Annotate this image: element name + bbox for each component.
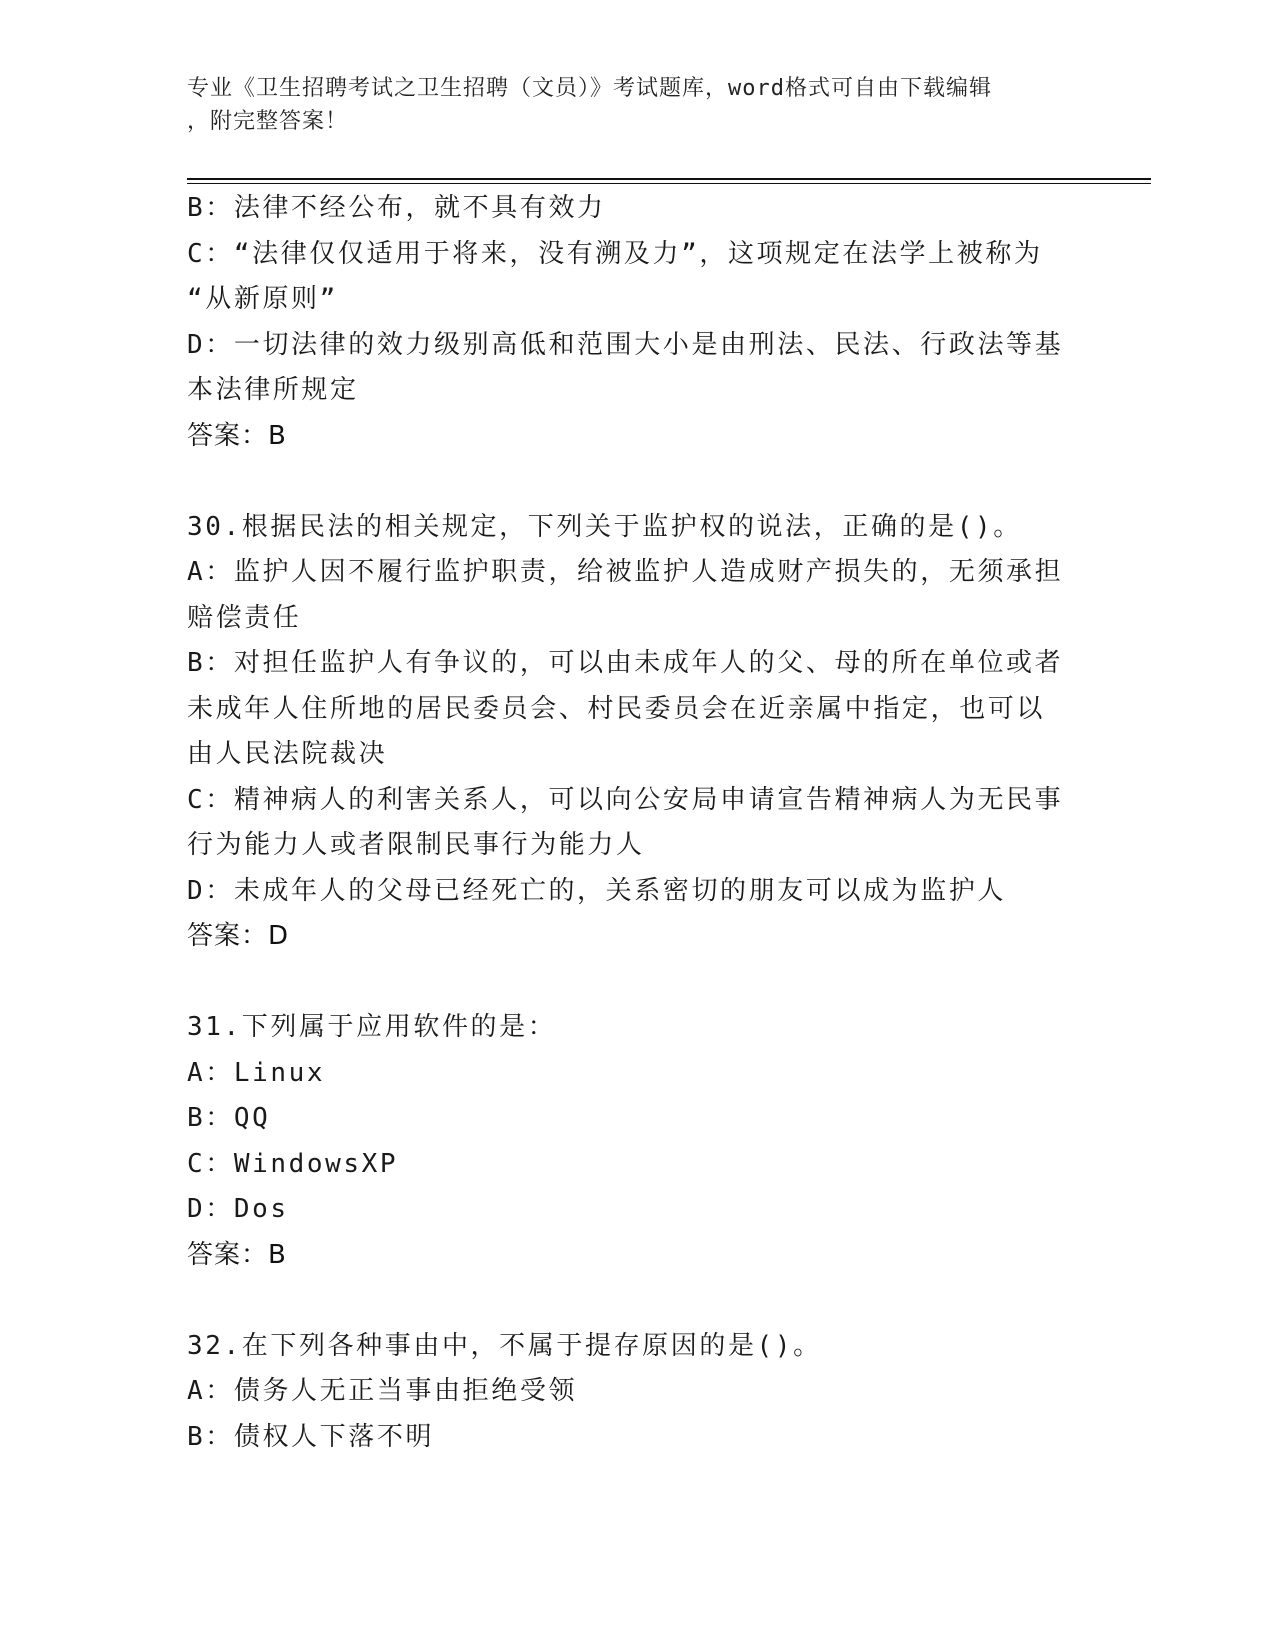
question-32: [187, 1324, 1067, 1461]
question-31: [187, 1005, 1067, 1278]
option-a: A：Linux: [187, 1057, 326, 1088]
option-d: D：未成年人的父母已经死亡的，关系密切的朋友可以成为监护人: [187, 875, 1007, 906]
option-c: C：WindowsXP: [187, 1148, 399, 1179]
document-header: [187, 72, 1087, 138]
question-stem: 32.在下列各种事由中，不属于提存原因的是()。: [187, 1330, 822, 1361]
question-stem: 30.根据民法的相关规定，下列关于监护权的说法，正确的是()。: [187, 511, 1022, 542]
option-d-line-1: D：一切法律的效力级别高低和范围大小是由刑法、民法、行政法等基: [187, 329, 1064, 360]
option-c-line-1: C：“法律仅仅适用于将来，没有溯及力”，这项规定在法学上被称为: [187, 238, 1043, 269]
header-rule-thin: [187, 183, 1151, 184]
option-b: B：QQ: [187, 1103, 271, 1133]
option-c-line-2: 行为能力人或者限制民事行为能力人: [187, 830, 645, 860]
question-stem: 31.下列属于应用软件的是：: [187, 1012, 557, 1042]
header-line-1: 专业《卫生招聘考试之卫生招聘（文员）》考试题库，word格式可自由下载编辑: [187, 76, 992, 101]
answer: 答案：D: [187, 921, 290, 951]
option-b-line-3: 由人民法院裁决: [187, 739, 388, 769]
option-b: B：债权人下落不明: [187, 1421, 435, 1452]
answer: 答案：B: [187, 420, 287, 451]
option-a-line-2: 赔偿责任: [187, 602, 302, 633]
option-b-line-2: 未成年人住所地的居民委员会、村民委员会在近亲属中指定，也可以: [187, 693, 1046, 724]
option-d: D：Dos: [187, 1194, 289, 1224]
header-line-2: ，附完整答案！: [187, 109, 349, 134]
spacer: [187, 459, 1067, 505]
option-c-line-1: C：精神病人的利害关系人，可以向公安局申请宣告精神病人为无民事: [187, 784, 1064, 815]
spacer: [187, 960, 1067, 1006]
question-29-tail: [187, 186, 1067, 459]
option-a: A：债务人无正当事由拒绝受领: [187, 1376, 578, 1406]
option-d-line-2: 本法律所规定: [187, 375, 359, 405]
question-30: [187, 505, 1067, 960]
option-b-line-1: B：对担任监护人有争议的，可以由未成年人的父、母的所在单位或者: [187, 648, 1064, 678]
question-content: [187, 186, 1067, 1460]
option-b: B：法律不经公布，就不具有效力: [187, 193, 606, 223]
spacer: [187, 1278, 1067, 1324]
header-rule-thick: [187, 178, 1151, 180]
option-a-line-1: A：监护人因不履行监护职责，给被监护人造成财产损失的，无须承担: [187, 557, 1064, 587]
option-c-line-2: “从新原则”: [187, 284, 338, 314]
answer: 答案：B: [187, 1239, 287, 1270]
